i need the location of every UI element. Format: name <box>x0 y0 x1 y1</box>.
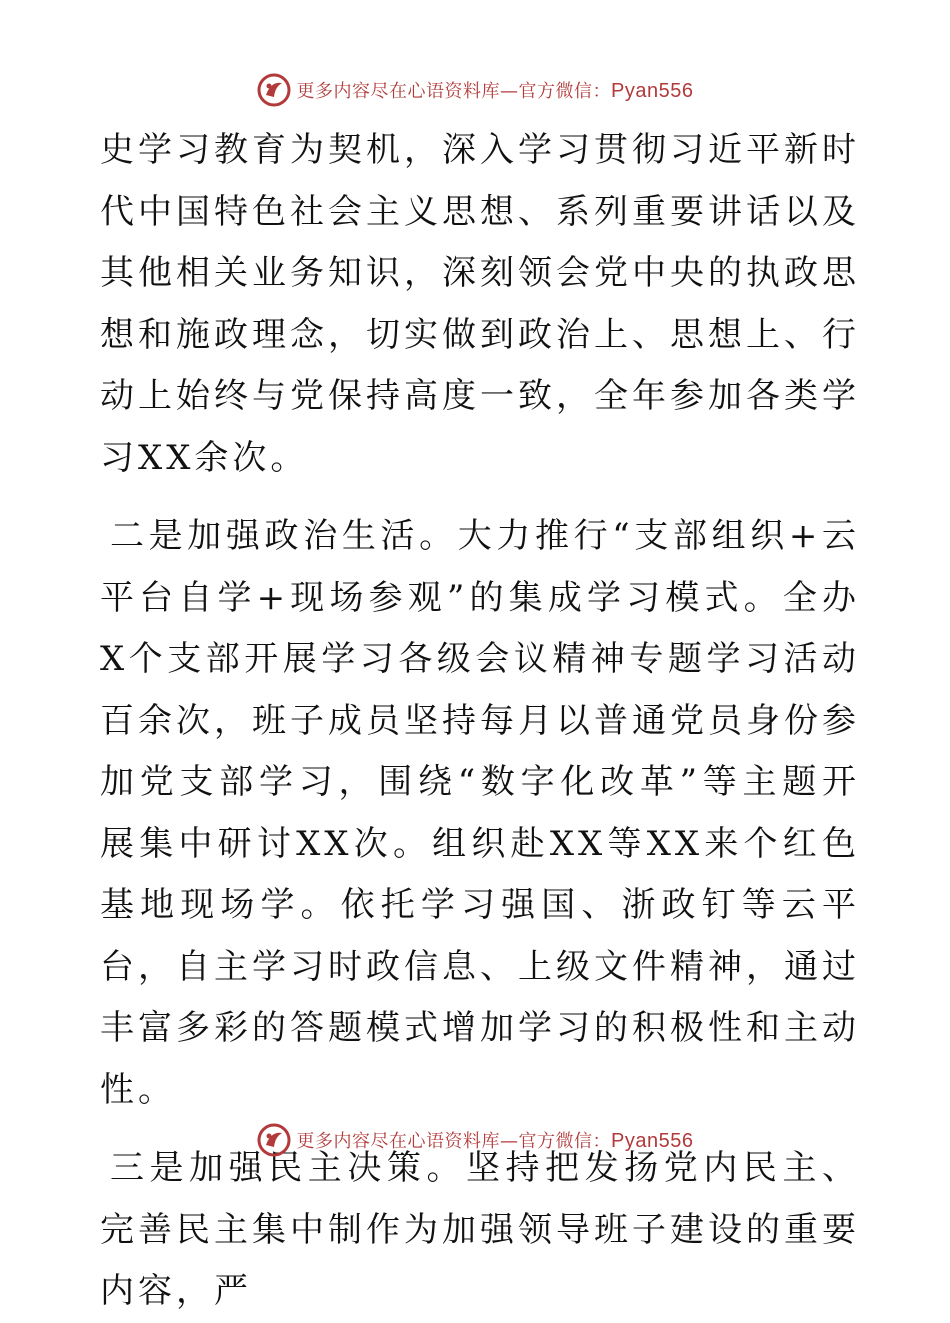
header-watermark-text <box>297 77 694 103</box>
footer-wechat-id: Pyan556 <box>611 1130 694 1152</box>
brand-logo-icon <box>257 73 291 107</box>
footer-watermark <box>0 1120 950 1160</box>
paragraph-2: 二是加强政治生活。大力推行“支部组织+云平台自学+现场参观”的集成学习模式。全办X个支部开展学习各级会议精神专题学习活动百余次，班子成员坚持每月以普通党员身份参加党支部学习，围绕“数字化改革”等主题开展集中研讨XX次。组织赴XX等XX来个红色基地现场学。依托学习强国、浙政钉等云平台，自主学习时政信息、上级文件精神，通过丰富多彩的答题模式增加学习的积极性和主动性。 <box>100 516 860 1110</box>
brand-logo-icon <box>257 1123 291 1157</box>
header-watermark <box>0 70 950 110</box>
header-watermark-label: 更多内容尽在心语资料库—官方微信： <box>296 81 612 102</box>
footer-watermark-label: 更多内容尽在心语资料库—官方微信： <box>296 1131 612 1152</box>
header-wechat-id: Pyan556 <box>611 80 694 102</box>
paragraph-1: 史学习教育为契机，深入学习贯彻习近平新时代中国特色社会主义思想、系列重要讲话以及其他相关业务知识，深刻领会党中央的执政思想和施政理念，切实做到政治上、思想上、行动上始终与党保持高度一致，全年参加各类学习XX余次。 <box>100 130 860 478</box>
footer-watermark-text <box>297 1127 694 1153</box>
paragraph-3: 三是加强民主决策。坚持把发扬党内民主、完善民主集中制作为加强领导班子建设的重要内容，严 <box>100 1148 860 1311</box>
